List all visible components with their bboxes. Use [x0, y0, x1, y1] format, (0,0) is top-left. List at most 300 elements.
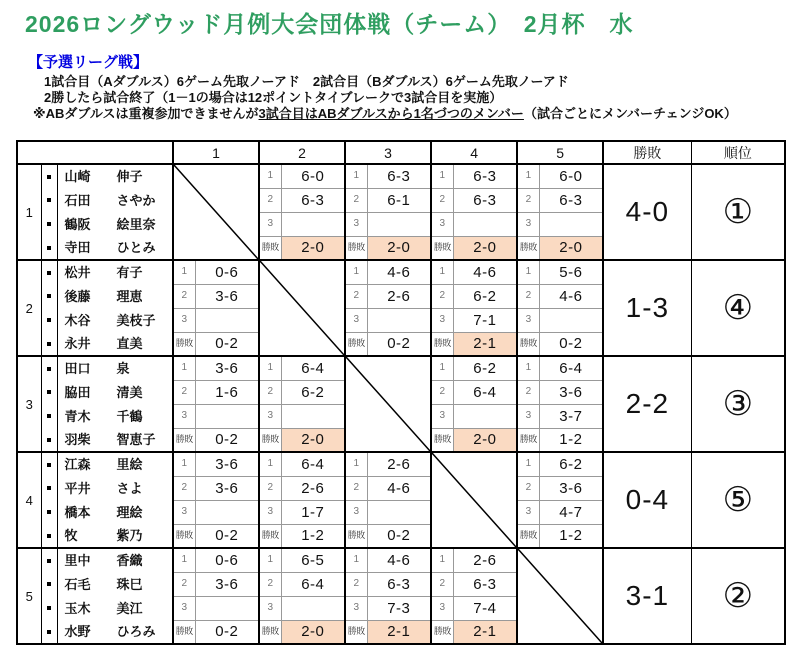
wins-score: 2-0 [281, 620, 345, 644]
game-number-label: 2 [173, 476, 195, 500]
game-number-label: 1 [345, 164, 367, 188]
rule-line-3-prefix: ※ABダブルスは重複参加できませんが [33, 106, 259, 121]
player-bullet-cell [41, 236, 57, 260]
self-match-diagonal-cell [173, 164, 259, 260]
team-total-record: 2-2 [603, 356, 691, 452]
player-first-name: 清美 [116, 384, 143, 400]
team-rank: ⑤ [691, 452, 785, 548]
game-score: 2-6 [367, 452, 431, 476]
player-bullet-icon [47, 606, 51, 610]
game-number-label: 1 [259, 356, 281, 380]
wins-label: 勝敗 [431, 332, 453, 356]
player-bullet-cell [41, 524, 57, 548]
player-first-name: 里絵 [116, 457, 143, 472]
player-first-name: 香織 [116, 553, 143, 568]
player-name [57, 284, 173, 308]
game-score [367, 500, 431, 524]
game-score: 3-6 [195, 452, 259, 476]
team-number: 3 [17, 356, 41, 452]
player-bullet-cell [41, 548, 57, 572]
player-name [57, 260, 173, 284]
player-bullet-icon [47, 198, 51, 202]
game-number-label: 3 [173, 596, 195, 620]
game-number-label: 1 [259, 548, 281, 572]
player-last-name: 木谷 [64, 312, 91, 328]
game-score: 6-4 [281, 356, 345, 380]
team-4-row-1 [17, 452, 785, 476]
wins-score: 2-0 [367, 236, 431, 260]
game-score [195, 404, 259, 428]
player-name [57, 356, 173, 380]
player-bullet-icon [47, 175, 51, 179]
game-number-label: 3 [517, 308, 539, 332]
wins-label: 勝敗 [259, 236, 281, 260]
game-number-label: 2 [259, 476, 281, 500]
player-last-name: 脇田 [64, 384, 91, 400]
game-score [281, 404, 345, 428]
game-number-label: 2 [259, 380, 281, 404]
game-number-label: 2 [431, 572, 453, 596]
game-number-label: 3 [259, 404, 281, 428]
game-score [195, 500, 259, 524]
player-bullet-icon [47, 414, 51, 418]
player-bullet-icon [47, 438, 51, 442]
player-last-name: 牧 [64, 528, 78, 543]
player-bullet-icon [47, 630, 51, 634]
game-number-label: 1 [517, 164, 539, 188]
player-name [57, 548, 173, 572]
game-score [539, 308, 603, 332]
game-number-label: 1 [431, 164, 453, 188]
game-number-label: 3 [517, 404, 539, 428]
team-2-row-1 [17, 260, 785, 284]
player-bullet-icon [47, 390, 51, 394]
wins-label: 勝敗 [517, 428, 539, 452]
player-first-name: さよ [116, 480, 143, 496]
player-first-name: 珠巳 [116, 576, 143, 592]
player-name [57, 596, 173, 620]
game-score: 0-6 [195, 260, 259, 284]
game-number-label: 1 [173, 548, 195, 572]
self-match-diagonal-cell [517, 548, 603, 644]
game-score [281, 212, 345, 236]
page-title: 2026ロングウッド月例大会団体戦（チーム） 2月杯 水 [25, 11, 634, 37]
player-name [57, 164, 173, 188]
self-match-diagonal-cell [345, 356, 431, 452]
player-first-name: 美江 [116, 600, 143, 616]
game-score: 3-6 [539, 476, 603, 500]
game-score: 7-3 [367, 596, 431, 620]
player-bullet-icon [47, 510, 51, 514]
wins-label: 勝敗 [345, 524, 367, 548]
diagonal-icon [518, 549, 602, 643]
game-score: 6-0 [539, 164, 603, 188]
player-first-name: 理絵 [116, 504, 143, 520]
game-score: 6-3 [453, 188, 517, 212]
player-bullet-icon [47, 318, 51, 322]
player-name [57, 620, 173, 644]
game-number-label: 1 [259, 164, 281, 188]
game-score: 6-3 [367, 164, 431, 188]
player-bullet-icon [47, 246, 51, 250]
game-number-label: 3 [345, 212, 367, 236]
wins-score: 2-0 [453, 428, 517, 452]
team-total-record: 3-1 [603, 548, 691, 644]
player-first-name: ひとみ [116, 240, 156, 255]
player-bullet-icon [47, 559, 51, 563]
match-header-col-2: 2 [259, 141, 345, 164]
game-number-label: 2 [431, 284, 453, 308]
player-first-name: ひろみ [116, 624, 156, 639]
wins-score: 0-2 [195, 332, 259, 356]
player-bullet-icon [47, 486, 51, 490]
game-score: 3-6 [195, 572, 259, 596]
wins-score: 2-1 [453, 620, 517, 644]
game-score: 6-4 [539, 356, 603, 380]
rank-header: 順位 [691, 141, 785, 164]
game-score: 3-7 [539, 404, 603, 428]
game-score: 6-0 [281, 164, 345, 188]
wins-score: 2-0 [281, 428, 345, 452]
wins-score: 2-0 [539, 236, 603, 260]
game-number-label: 1 [259, 452, 281, 476]
game-number-label: 1 [345, 260, 367, 284]
game-score: 6-3 [453, 164, 517, 188]
rule-line-3 [33, 106, 780, 122]
match-header-col-1: 1 [173, 141, 259, 164]
player-bullet-icon [47, 271, 51, 275]
player-bullet-cell [41, 452, 57, 476]
game-number-label: 1 [517, 260, 539, 284]
game-number-label: 2 [517, 476, 539, 500]
game-number-label: 3 [517, 212, 539, 236]
wins-header: 勝敗 [603, 141, 691, 164]
wins-label: 勝敗 [259, 620, 281, 644]
game-number-label: 3 [259, 596, 281, 620]
player-bullet-cell [41, 596, 57, 620]
section-heading: 【予選リーグ戦】 [28, 54, 149, 71]
game-number-label: 2 [173, 380, 195, 404]
game-number-label: 2 [517, 284, 539, 308]
wins-score: 0-2 [367, 332, 431, 356]
player-last-name: 平井 [64, 480, 91, 496]
wins-score: 2-0 [281, 236, 345, 260]
wins-score: 0-2 [539, 332, 603, 356]
player-bullet-icon [47, 463, 51, 467]
game-score: 2-6 [281, 476, 345, 500]
game-score: 6-4 [281, 572, 345, 596]
player-bullet-icon [47, 222, 51, 226]
player-first-name: 千鶴 [116, 408, 143, 424]
game-number-label: 2 [431, 188, 453, 212]
player-first-name: さやか [116, 192, 156, 208]
game-score: 2-6 [367, 284, 431, 308]
game-score: 3-6 [195, 476, 259, 500]
player-bullet-cell [41, 212, 57, 236]
game-score: 1-7 [281, 500, 345, 524]
game-score: 4-6 [539, 284, 603, 308]
team-5-row-1 [17, 548, 785, 572]
match-header-col-4: 4 [431, 141, 517, 164]
game-score: 4-7 [539, 500, 603, 524]
player-name [57, 428, 173, 452]
wins-label: 勝敗 [259, 524, 281, 548]
game-score: 4-6 [367, 260, 431, 284]
player-first-name: 絵里奈 [116, 216, 156, 232]
game-number-label: 2 [345, 188, 367, 212]
self-match-diagonal-cell [259, 260, 345, 356]
game-number-label: 3 [173, 404, 195, 428]
game-number-label: 1 [517, 452, 539, 476]
game-number-label: 1 [517, 356, 539, 380]
game-number-label: 2 [345, 284, 367, 308]
player-first-name: 美枝子 [116, 312, 156, 328]
game-score: 3-6 [539, 380, 603, 404]
game-score: 6-5 [281, 548, 345, 572]
game-number-label: 1 [173, 260, 195, 284]
player-bullet-icon [47, 582, 51, 586]
player-name [57, 404, 173, 428]
player-bullet-cell [41, 572, 57, 596]
game-score [281, 596, 345, 620]
player-name [57, 188, 173, 212]
player-name [57, 332, 173, 356]
wins-label: 勝敗 [345, 332, 367, 356]
player-last-name: 後藤 [64, 288, 91, 304]
league-results-table [16, 140, 786, 645]
game-number-label: 3 [259, 500, 281, 524]
game-score [195, 308, 259, 332]
rule-line-2: 2勝したら試合終了（1－1の場合は12ポイントタイブレークで3試合目を実施） [44, 90, 503, 105]
game-score: 2-6 [453, 548, 517, 572]
game-score: 3-6 [195, 284, 259, 308]
game-score [195, 596, 259, 620]
game-score: 6-2 [281, 380, 345, 404]
wins-label: 勝敗 [517, 524, 539, 548]
wins-score: 1-2 [281, 524, 345, 548]
player-first-name: 泉 [116, 361, 130, 376]
player-last-name: 橋本 [64, 504, 91, 520]
table-corner-cell [17, 141, 173, 164]
player-bullet-cell [41, 380, 57, 404]
player-last-name: 青木 [64, 408, 91, 424]
player-name [57, 236, 173, 260]
team-rank: ③ [691, 356, 785, 452]
game-number-label: 2 [259, 188, 281, 212]
game-score: 7-1 [453, 308, 517, 332]
diagonal-icon [174, 165, 258, 259]
game-number-label: 3 [345, 596, 367, 620]
game-number-label: 2 [173, 284, 195, 308]
game-score: 6-3 [367, 572, 431, 596]
player-last-name: 松井 [64, 265, 91, 280]
player-first-name: 紫乃 [116, 528, 143, 543]
game-number-label: 2 [173, 572, 195, 596]
player-name [57, 524, 173, 548]
game-score: 7-4 [453, 596, 517, 620]
diagonal-icon [432, 453, 516, 547]
game-score [367, 212, 431, 236]
game-score: 6-1 [367, 188, 431, 212]
player-last-name: 水野 [64, 624, 91, 639]
game-number-label: 3 [259, 212, 281, 236]
player-bullet-cell [41, 620, 57, 644]
player-last-name: 鶴阪 [64, 216, 91, 232]
match-header-col-5: 5 [517, 141, 603, 164]
game-score: 4-6 [453, 260, 517, 284]
player-bullet-cell [41, 308, 57, 332]
wins-label: 勝敗 [173, 620, 195, 644]
wins-score: 2-1 [453, 332, 517, 356]
game-number-label: 1 [345, 548, 367, 572]
team-number: 4 [17, 452, 41, 548]
game-score: 4-6 [367, 548, 431, 572]
game-score: 1-6 [195, 380, 259, 404]
team-rank: ② [691, 548, 785, 644]
game-score: 6-2 [453, 356, 517, 380]
game-score: 6-3 [539, 188, 603, 212]
player-last-name: 田口 [64, 361, 91, 376]
game-number-label: 3 [431, 212, 453, 236]
wins-label: 勝敗 [431, 620, 453, 644]
player-bullet-cell [41, 476, 57, 500]
player-last-name: 寺田 [64, 240, 91, 255]
game-score: 3-6 [195, 356, 259, 380]
player-bullet-cell [41, 428, 57, 452]
diagonal-icon [260, 261, 344, 355]
player-bullet-icon [47, 342, 51, 346]
wins-label: 勝敗 [517, 236, 539, 260]
game-number-label: 1 [431, 356, 453, 380]
player-first-name: 伸子 [116, 169, 143, 184]
player-bullet-cell [41, 284, 57, 308]
game-number-label: 3 [345, 308, 367, 332]
player-last-name: 羽柴 [64, 432, 91, 447]
game-number-label: 1 [345, 452, 367, 476]
game-score: 6-3 [281, 188, 345, 212]
player-bullet-icon [47, 367, 51, 371]
player-last-name: 江森 [64, 457, 91, 472]
wins-score: 2-0 [453, 236, 517, 260]
wins-label: 勝敗 [345, 620, 367, 644]
player-bullet-cell [41, 260, 57, 284]
team-number: 1 [17, 164, 41, 260]
wins-label: 勝敗 [431, 428, 453, 452]
game-score: 6-2 [453, 284, 517, 308]
wins-label: 勝敗 [517, 332, 539, 356]
player-last-name: 山崎 [64, 169, 91, 184]
game-number-label: 3 [173, 308, 195, 332]
player-bullet-cell [41, 356, 57, 380]
wins-label: 勝敗 [173, 524, 195, 548]
team-rank: ① [691, 164, 785, 260]
match-header-col-3: 3 [345, 141, 431, 164]
game-number-label: 3 [517, 500, 539, 524]
wins-score: 1-2 [539, 428, 603, 452]
game-number-label: 1 [431, 548, 453, 572]
player-bullet-cell [41, 164, 57, 188]
rule-line-3-underlined: 3試合目はABダブルスから1名づつのメンバー [258, 106, 524, 121]
game-score [453, 404, 517, 428]
player-name [57, 476, 173, 500]
team-rank: ④ [691, 260, 785, 356]
player-bullet-cell [41, 332, 57, 356]
player-name [57, 308, 173, 332]
game-score [539, 212, 603, 236]
game-number-label: 2 [431, 380, 453, 404]
player-bullet-icon [47, 534, 51, 538]
team-1-row-1 [17, 164, 785, 188]
team-total-record: 1-3 [603, 260, 691, 356]
player-last-name: 石田 [64, 192, 91, 208]
player-name [57, 380, 173, 404]
rules-notes [0, 74, 780, 122]
team-total-record: 4-0 [603, 164, 691, 260]
player-first-name: 有子 [116, 265, 143, 280]
game-number-label: 2 [517, 188, 539, 212]
team-number: 5 [17, 548, 41, 644]
game-number-label: 1 [173, 356, 195, 380]
player-name [57, 452, 173, 476]
player-name [57, 212, 173, 236]
game-score [453, 212, 517, 236]
game-number-label: 1 [431, 260, 453, 284]
wins-score: 0-2 [195, 620, 259, 644]
wins-label: 勝敗 [431, 236, 453, 260]
team-number: 2 [17, 260, 41, 356]
game-score: 6-4 [281, 452, 345, 476]
player-first-name: 理恵 [116, 288, 143, 304]
game-number-label: 3 [431, 596, 453, 620]
player-bullet-icon [47, 294, 51, 298]
game-number-label: 2 [345, 476, 367, 500]
game-number-label: 3 [345, 500, 367, 524]
game-number-label: 2 [259, 572, 281, 596]
player-name [57, 500, 173, 524]
wins-score: 0-2 [195, 524, 259, 548]
wins-label: 勝敗 [173, 332, 195, 356]
player-last-name: 石毛 [64, 576, 91, 592]
player-first-name: 智恵子 [116, 432, 156, 447]
wins-score: 0-2 [195, 428, 259, 452]
rule-line-1: 1試合目（Aダブルス）6ゲーム先取ノーアド 2試合目（Bダブルス）6ゲーム先取ノーアド [44, 74, 569, 89]
self-match-diagonal-cell [431, 452, 517, 548]
game-score: 0-6 [195, 548, 259, 572]
game-number-label: 1 [173, 452, 195, 476]
rule-line-3-suffix: （試合ごとにメンバーチェンジOK） [523, 106, 737, 121]
game-score: 5-6 [539, 260, 603, 284]
wins-label: 勝敗 [173, 428, 195, 452]
player-last-name: 永井 [64, 336, 91, 351]
game-number-label: 3 [431, 308, 453, 332]
player-name [57, 572, 173, 596]
player-last-name: 玉木 [64, 600, 91, 616]
game-score: 4-6 [367, 476, 431, 500]
player-first-name: 直美 [116, 336, 143, 351]
team-3-row-1 [17, 356, 785, 380]
player-bullet-cell [41, 500, 57, 524]
game-number-label: 2 [345, 572, 367, 596]
game-number-label: 3 [173, 500, 195, 524]
wins-label: 勝敗 [259, 428, 281, 452]
game-score: 6-4 [453, 380, 517, 404]
game-score: 6-3 [453, 572, 517, 596]
wins-label: 勝敗 [345, 236, 367, 260]
diagonal-icon [346, 357, 430, 451]
wins-score: 1-2 [539, 524, 603, 548]
game-number-label: 2 [517, 380, 539, 404]
wins-score: 0-2 [367, 524, 431, 548]
